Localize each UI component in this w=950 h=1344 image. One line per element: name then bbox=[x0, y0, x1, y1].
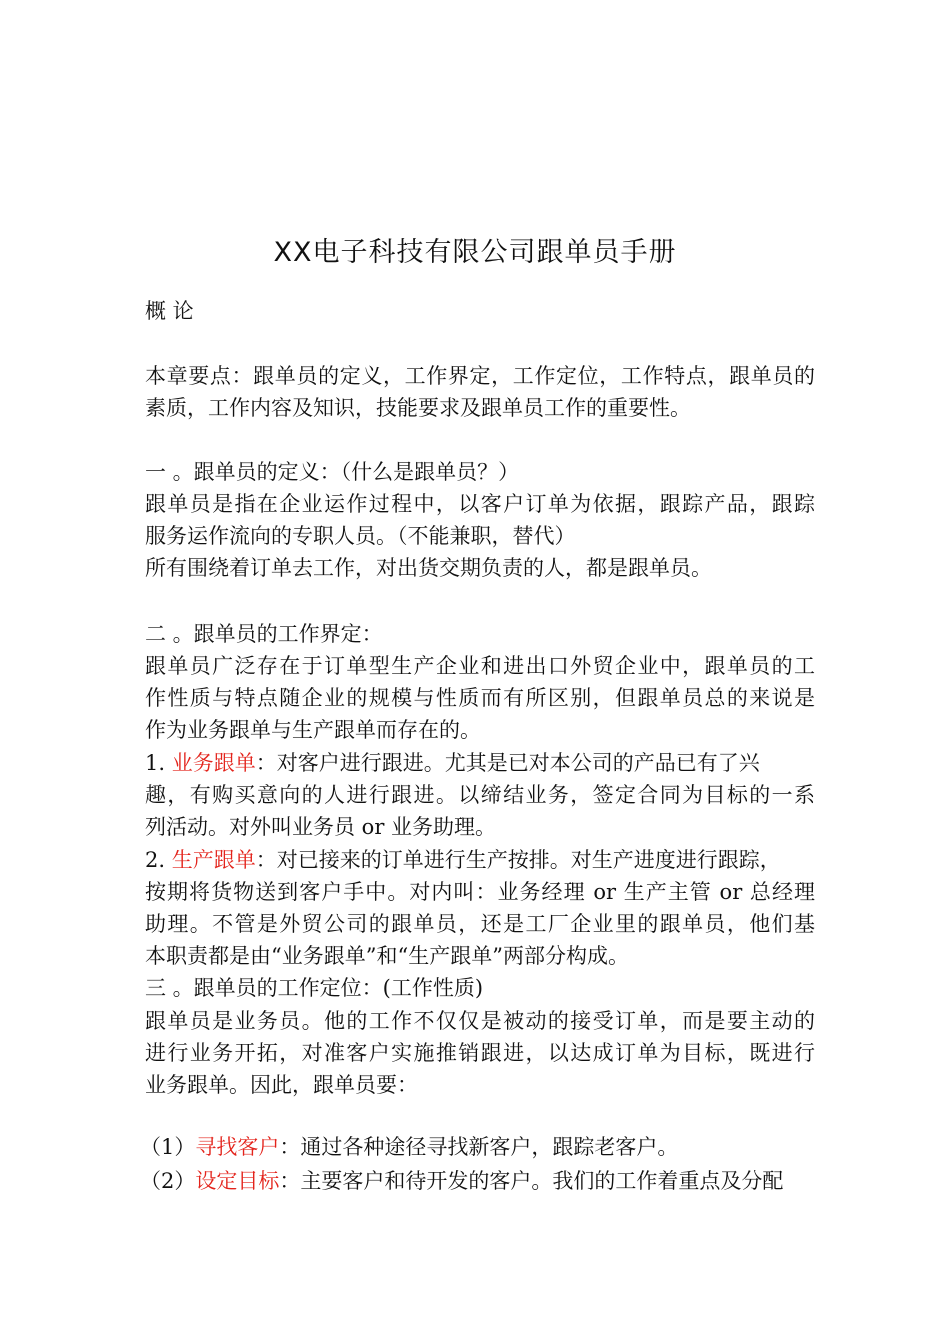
list-item-business-follow bbox=[145, 747, 815, 779]
list-number: 2. bbox=[145, 848, 172, 872]
list-item-production-follow bbox=[145, 844, 815, 876]
section-heading-overview: 概 论 bbox=[145, 299, 194, 323]
section-2-heading: 二 。跟单员的工作界定： bbox=[145, 622, 383, 646]
paragraph-line: 作性质与特点随企业的规模与性质而有所区别，但跟单员总的来说是 bbox=[145, 686, 815, 710]
point-set-targets bbox=[140, 1165, 810, 1197]
paragraph-line: 跟单员是指在企业运作过程中，以客户订单为依据，跟踪产品，跟踪 bbox=[145, 492, 815, 516]
term-set-targets: 设定目标 bbox=[195, 1169, 280, 1193]
paragraph-line: 本职责都是由“业务跟单”和“生产跟单”两部分构成。 bbox=[145, 944, 629, 968]
section-3-heading: 三 。跟单员的工作定位：(工作性质) bbox=[145, 976, 484, 1000]
list-item-text: ：对已接来的订单进行生产按排。对生产进度进行跟踪， bbox=[255, 848, 781, 872]
section-1-heading: 一 。跟单员的定义：（什么是跟单员？） bbox=[145, 460, 520, 484]
paragraph-line: 跟单员广泛存在于订单型生产企业和进出口外贸企业中，跟单员的工 bbox=[145, 654, 815, 678]
point-text: ：主要客户和待开发的客户。我们的工作着重点及分配 bbox=[279, 1169, 784, 1193]
paragraph-line: 趣，有购买意向的人进行跟进。以缔结业务，签定合同为目标的一系 bbox=[145, 783, 815, 807]
term-production-follow: 生产跟单 bbox=[171, 848, 256, 872]
term-business-follow: 业务跟单 bbox=[171, 751, 256, 775]
point-text: ：通过各种途径寻找新客户，跟踪老客户。 bbox=[279, 1135, 679, 1159]
paragraph-line: 进行业务开拓，对准客户实施推销跟进，以达成订单为目标，既进行 bbox=[145, 1041, 815, 1065]
paragraph-line: 跟单员是业务员。他的工作不仅仅是被动的接受订单，而是要主动的 bbox=[145, 1009, 815, 1033]
point-number: （1） bbox=[140, 1135, 196, 1159]
list-number: 1. bbox=[145, 751, 172, 775]
paragraph-line: 所有围绕着订单去工作，对出货交期负责的人，都是跟单员。 bbox=[145, 556, 712, 580]
point-number: （2） bbox=[140, 1169, 196, 1193]
paragraph-line: 列活动。对外叫业务员 or 业务助理。 bbox=[145, 815, 497, 839]
point-find-customers bbox=[140, 1131, 810, 1163]
summary-line: 本章要点：跟单员的定义，工作界定，工作定位，工作特点，跟单员的 bbox=[145, 364, 815, 388]
paragraph-line: 助理。不管是外贸公司的跟单员，还是工厂企业里的跟单员，他们基 bbox=[145, 912, 815, 936]
paragraph-line: 服务运作流向的专职人员。（不能兼职，替代） bbox=[145, 524, 576, 548]
paragraph-line: 作为业务跟单与生产跟单而存在的。 bbox=[145, 718, 481, 742]
paragraph-line: 业务跟单。因此，跟单员要： bbox=[145, 1073, 418, 1097]
document-title: XX电子科技有限公司跟单员手册 bbox=[273, 237, 677, 268]
term-find-customers: 寻找客户 bbox=[195, 1135, 280, 1159]
paragraph-line: 按期将货物送到客户手中。对内叫：业务经理 or 生产主管 or 总经理 bbox=[145, 880, 815, 904]
list-item-text: ：对客户进行跟进。尤其是已对本公司的产品已有了兴 bbox=[255, 751, 760, 775]
summary-line: 素质，工作内容及知识，技能要求及跟单员工作的重要性。 bbox=[145, 396, 691, 420]
